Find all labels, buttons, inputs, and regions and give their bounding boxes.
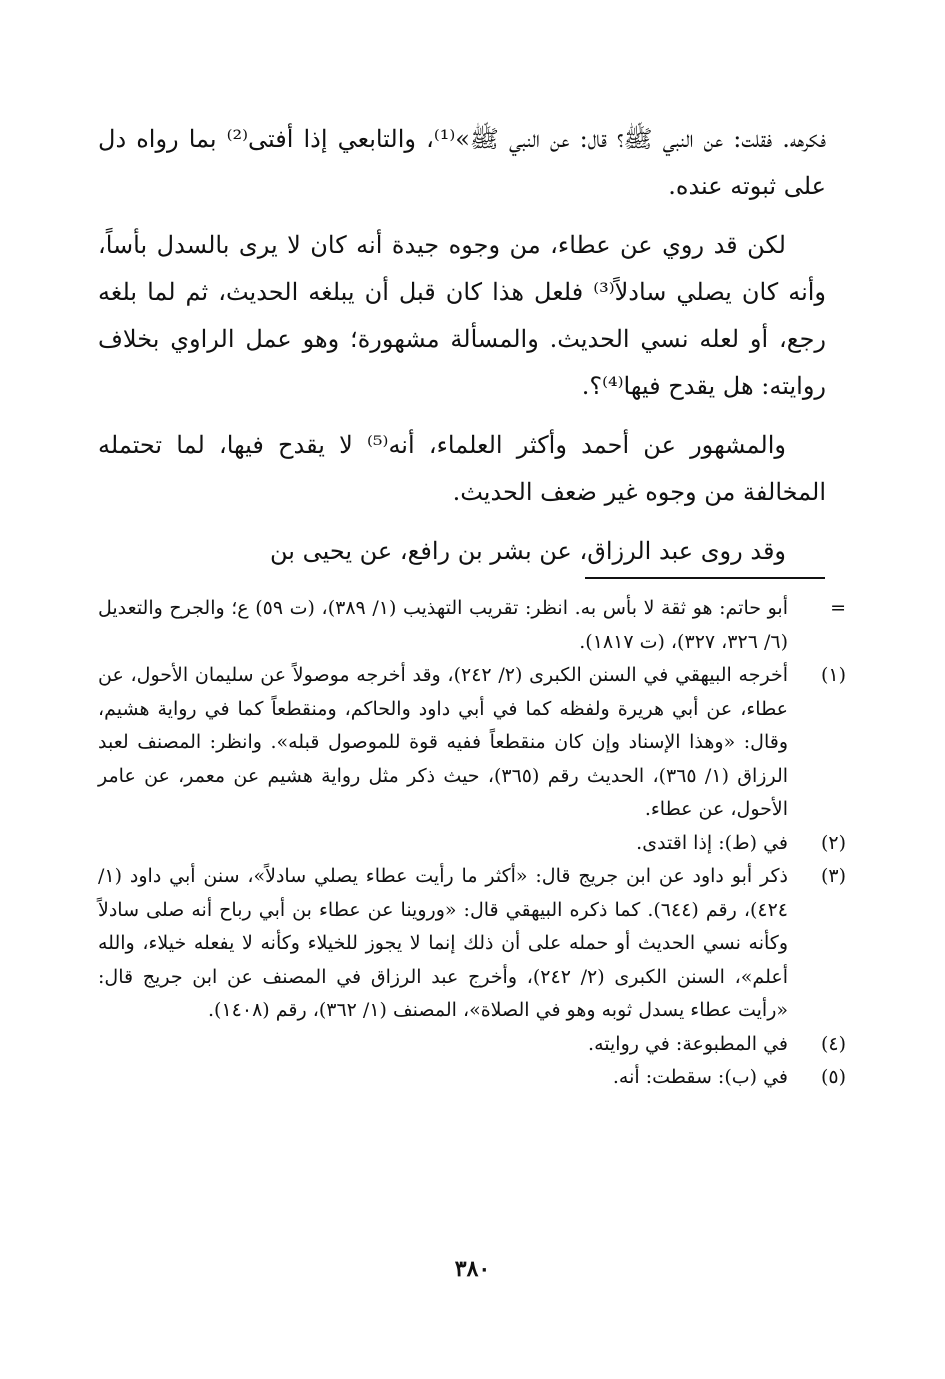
footnote-text: في المطبوعة: في روايته. [588, 1032, 788, 1055]
body-paragraph-1: فكرهه. فقلت: عن النبي ﷺ؟ قال: عن النبي ﷺ»⁽¹⁾، والتابعي إذا أفتى⁽²⁾ بما رواه دل على ثبوته عنده. [98, 125, 827, 200]
body-paragraph-2: لكن قد روي عن عطاء، من وجوه جيدة أنه كان لا يرى بالسدل بأساً، وأنه كان يصلي سادلاً⁽³⁾ فلعل هذا كان قبل أن يبلغه الحديث، ثم لما بلغه رجع، أو لعله نسي الحديث. والمسألة مشهورة؛ وهو عمل الراوي بخلاف روايته: هل يقدح فيها⁽⁴⁾؟. [98, 231, 827, 400]
footnote-1 [98, 659, 846, 827]
body-paragraph-4: وقد روى عبد الرزاق، عن بشر بن رافع، عن يحيى بن [270, 537, 786, 565]
footnote-continuation [98, 592, 846, 659]
footnote-separator [585, 577, 825, 579]
footnote-2 [98, 827, 846, 861]
footnote-text: في (ط): إذا اقتدى. [636, 831, 788, 854]
main-text [98, 116, 826, 587]
footnote-text: في (ب): سقطت: أنه. [612, 1066, 788, 1088]
footnote-5 [98, 1061, 846, 1095]
footnote-text: ذكر أبو داود عن ابن جريج قال: «أكثر ما رأيت عطاء يصلي سادلاً»، سنن أبي داود (١/ ٤٢٤)، رقم (٦٤٤). كما ذكره البيهقي قال: «وروينا عن عطاء بن أبي رباح أنه صلى سادلاً وكأنه نسي الحديث أو حمله على أن ذلك إنما لا يجوز للخيلاء وكأنه لا يفعله خيلاء، والله أعلم»، السنن الكبرى (٢/ ٢٤٢)، وأخرج عبد الرزاق في المصنف عن ابن جريج قال: «رأيت عطاء يسدل ثوبه وهو في الصلاة»، المصنف (١/ ٣٦٢)، رقم (١٤٠٨). [98, 865, 788, 1021]
footnotes [98, 592, 846, 1095]
footnote-4 [98, 1028, 846, 1062]
footnote-number: (٣) [820, 865, 846, 887]
page-number: ٣٨٠ [454, 1256, 491, 1282]
footnote-number: (٥) [820, 1066, 846, 1088]
footnote-3 [98, 860, 846, 1028]
footnote-text: أخرجه البيهقي في السنن الكبرى (٢/ ٢٤٢)، وقد أخرجه موصولاً عن سليمان الأحول، عن عطاء، عن أبي هريرة ولفظه كما في أبي داود والحاكم، ومنقطعاً كما في رواية هشيم، وقال: «وهذا الإسناد وإن كان منقطعاً ففيه قوة للموصول قبله». وانظر: المصنف لعبد الرزاق (١/ ٣٦٥)، الحديث رقم (٣٦٥)، حيث ذكر مثل رواية هشيم عن معمر، عن عامر الأحول، عن عطاء. [98, 664, 789, 820]
body-paragraph-3: والمشهور عن أحمد وأكثر العلماء، أنه⁽⁵⁾ لا يقدح فيها، لما تحتمله المخالفة من وجوه غير ضعف الحديث. [98, 431, 826, 506]
footnote-number: (٤) [820, 1032, 846, 1055]
footnote-text: أبو حاتم: هو ثقة لا بأس به. انظر: تقريب التهذيب (١/ ٣٨٩)، (ت ٥٩) ع؛ والجرح والتعديل (٦/ ٣٢٦، ٣٢٧)، (ت ١٨١٧). [98, 597, 788, 653]
footnote-number: (٢) [820, 831, 846, 854]
footnote-number: (١) [820, 664, 846, 686]
footnote-number: = [830, 597, 846, 619]
